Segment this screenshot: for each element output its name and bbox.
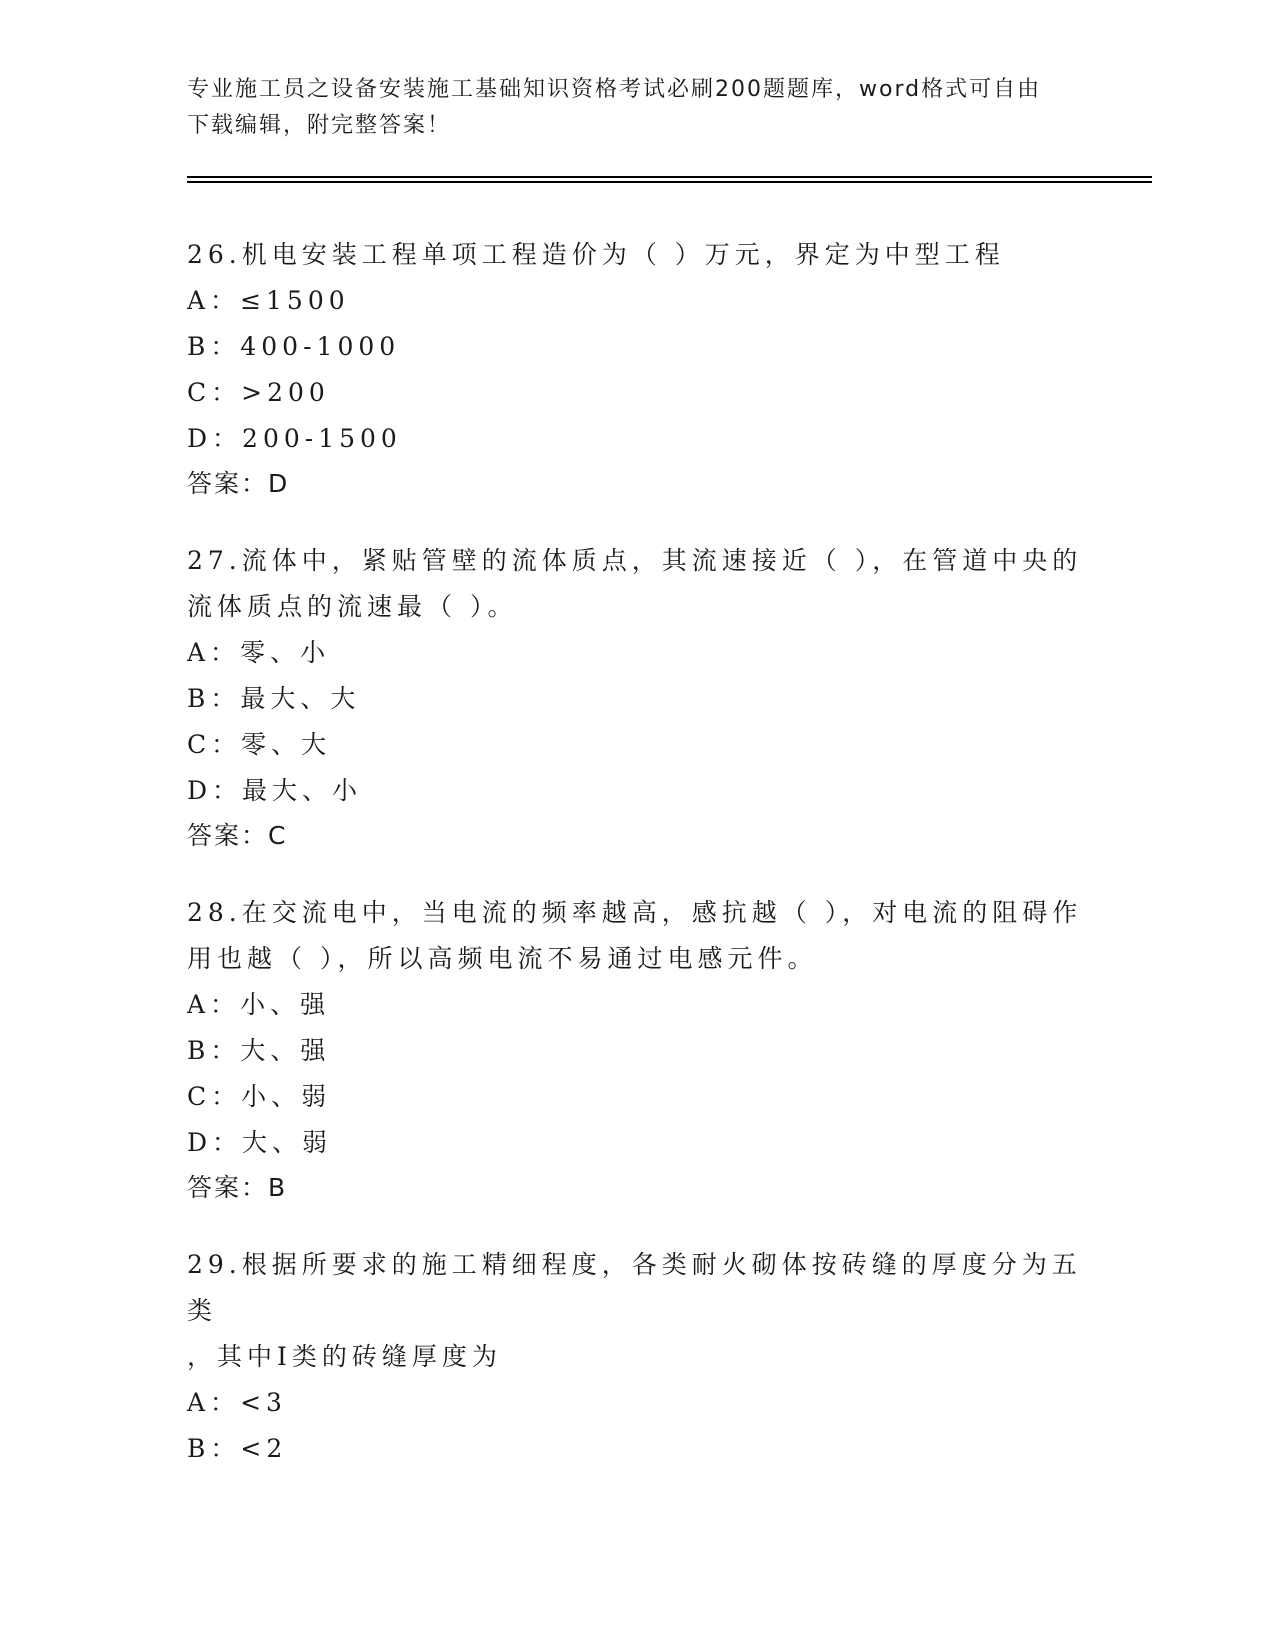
header-line-2: 下载编辑，附完整答案！ — [187, 113, 452, 138]
header-line-1: 专业施工员之设备安装施工基础知识资格考试必刷200题题库，word格式可自由 — [187, 77, 1042, 102]
question-stem: 27.流体中，紧贴管壁的流体质点，其流速接近（ ），在管道中央的 — [187, 546, 1083, 575]
question-stem: 29.根据所要求的施工精细程度，各类耐火砌体按砖缝的厚度分为五类 — [187, 1250, 1082, 1325]
option-a: A： <3 — [187, 1388, 287, 1417]
answer: 答案： D — [187, 469, 290, 498]
option-d: D： 最大、小 — [187, 776, 363, 805]
header-divider-top — [187, 176, 1152, 178]
option-c: C： 零、大 — [187, 730, 332, 759]
option-a: A： 小、强 — [187, 990, 331, 1019]
answer: 答案： C — [187, 821, 288, 850]
option-b: B： 最大、大 — [187, 684, 361, 713]
question-stem: 26.机电安装工程单项工程造价为（ ）万元，界定为中型工程 — [187, 240, 1005, 269]
option-c: C： 小、弱 — [187, 1082, 332, 1111]
header-divider-bottom — [187, 181, 1152, 183]
question-list — [187, 232, 1087, 1504]
option-b: B： 400-1000 — [187, 332, 401, 361]
answer: 答案： B — [187, 1173, 288, 1202]
question-stem-continued: ，其中Ⅰ类的砖缝厚度为 — [187, 1342, 502, 1371]
option-b: B： <2 — [187, 1434, 288, 1463]
document-header — [187, 72, 1067, 144]
option-b: B： 大、强 — [187, 1036, 331, 1065]
option-a: A： ≤1500 — [187, 286, 350, 315]
question-stem-continued: 用也越（ ），所以高频电流不易通过电感元件。 — [187, 944, 818, 973]
question-26 — [187, 232, 1087, 506]
question-28 — [187, 890, 1087, 1210]
question-stem-continued: 流体质点的流速最（ ）。 — [187, 592, 518, 621]
option-d: D： 200-1500 — [187, 424, 402, 453]
question-27 — [187, 538, 1087, 858]
option-a: A： 零、小 — [187, 638, 331, 667]
option-c: C： >200 — [187, 378, 330, 407]
question-29 — [187, 1242, 1087, 1472]
question-stem: 28.在交流电中，当电流的频率越高，感抗越（ ），对电流的阻碍作 — [187, 898, 1083, 927]
option-d: D： 大、弱 — [187, 1128, 333, 1157]
